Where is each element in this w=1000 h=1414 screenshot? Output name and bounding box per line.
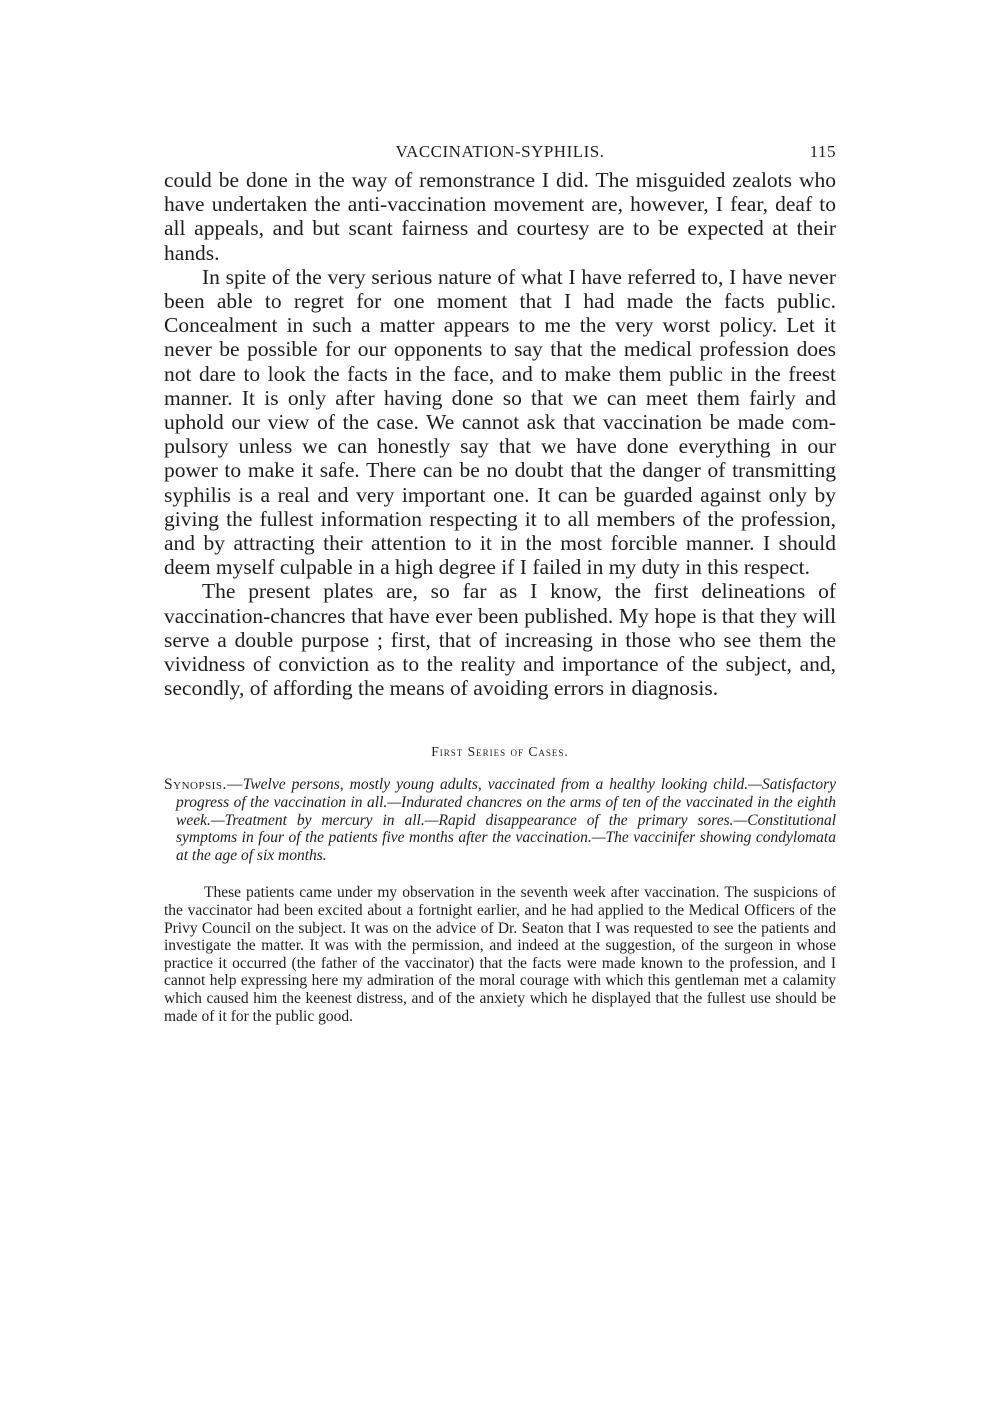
synopsis-label: Synopsis.— (164, 776, 243, 794)
body-paragraph: could be done in the way of remonstrance I did. The misguided zealots who have undertaken the anti-vaccination movement are, however, I fear, deaf to all appeals, and but scant fairness and courtesy are to be expected at their hands. (164, 168, 836, 265)
page-number: 115 (809, 142, 836, 161)
body-text (164, 168, 836, 700)
synopsis-text: Twelve persons, mostly young adults, vaccinated from a healthy looking child.—Satisfactory progress of the vaccination in all.—Indurated chancres on the arms of ten of the vaccinated in the eighth week.—Treatment by mercury in all.—Rapid disappearance of the primary sores.—Constitutional symptoms in four of the patients five months after the vaccination.—The vaccinifer showing condylomata at the age of six months. (176, 776, 836, 864)
case-paragraph: These patients came under my observation in the seventh week after vaccination. The suspicions of the vaccinator had been excited about a fortnight earlier, and he had applied to the Medical Officers of the Privy Council on the subject. It was on the advice of Dr. Seaton that I was requested to see the patients and investigate the matter. It was with the permission, and indeed at the suggestion, of the surgeon in whose practice it occurred (the father of the vaccinator) that the facts were made known to the profession, and I cannot help expressing here my admiration of the moral courage with which this gentleman met a calamity which caused him the keenest distress, and of the anxiety which he displayed that the fullest use should be made of it for the public good. (164, 884, 836, 1025)
body-paragraph: The present plates are, so far as I know, the first delineations of vaccination-chancres that have ever been published. My hope is that they will serve a double purpose ; first, that of increasing in those who see them the vividness of conviction as to the reality and importance of the subject, and, secondly, of affording the means of avoiding errors in diagnosis. (164, 579, 836, 701)
synopsis (164, 776, 836, 864)
book-page (164, 138, 836, 1041)
section-heading: First Series of Cases. (431, 744, 569, 760)
running-head (164, 138, 836, 168)
body-paragraph: In spite of the very serious nature of what I have referred to, I have never been able to regret for one moment that I had made the facts public. Concealment in such a matter appears to me the very worst policy. Let it never be possible for our opponents to say that the medical profession does not dare to look the facts in the face, and to make them public in the freest manner. It is only after having done so that we can meet them fairly and uphold our view of the case. We cannot ask that vaccination be made compulsory unless we can honestly say that we have done everything in our power to make it safe. There can be no doubt that the danger of transmitting syphilis is a real and very important one. It can be guarded against only by giving the fullest information respecting it to all members of the profession, and by attracting their attention to it in the most forcible manner. I should deem myself culpable in a high degree if I failed in my duty in this respect. (164, 264, 836, 580)
running-title: VACCINATION-SYPHILIS. (395, 142, 605, 161)
